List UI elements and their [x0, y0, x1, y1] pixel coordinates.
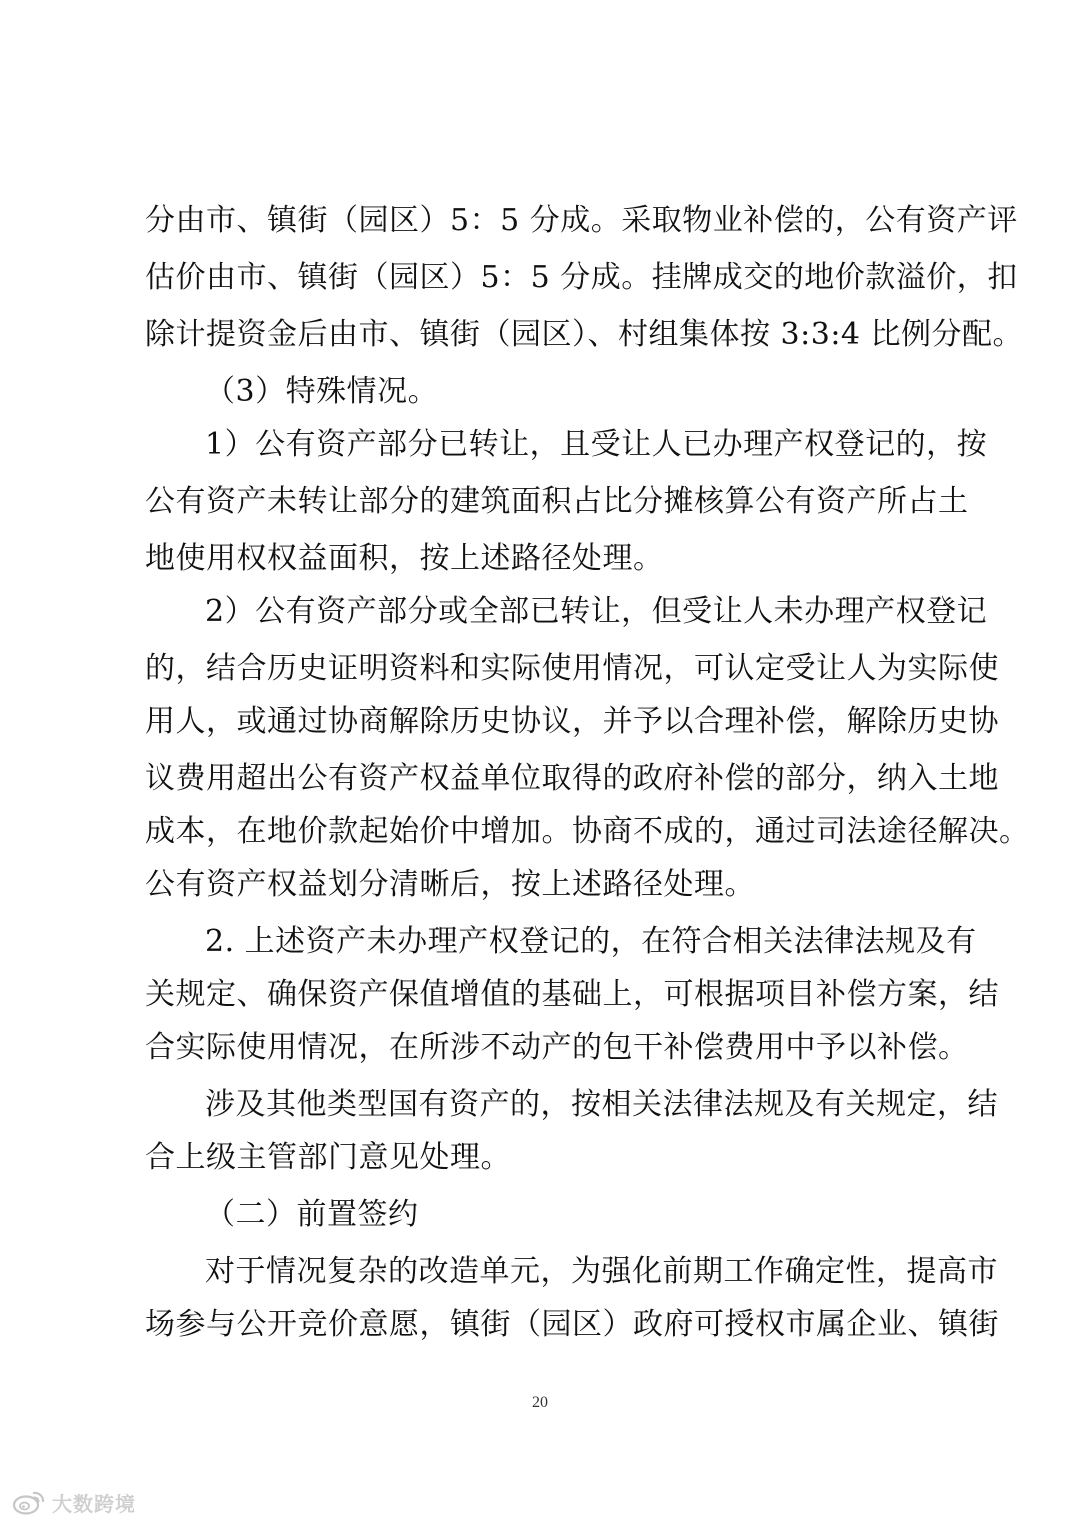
body-text-line: 成本，在地价款起始价中增加。协商不成的，通过司法途径解决。: [145, 814, 1030, 849]
body-text-line: 合上级主管部门意见处理。: [145, 1140, 511, 1175]
body-text-line: 地使用权权益面积，按上述路径处理。: [145, 541, 664, 576]
body-text-line: 1）公有资产部分已转让，且受让人已办理产权登记的，按: [205, 427, 988, 462]
body-text-line: 除计提资金后由市、镇街（园区）、村组集体按 3:3:4 比例分配。: [145, 317, 1024, 352]
body-text-line: 关规定、确保资产保值增值的基础上，可根据项目补偿方案，结: [145, 977, 999, 1012]
section-heading: （二）前置签约: [205, 1197, 419, 1232]
body-text-line: 公有资产权益划分清晰后，按上述路径处理。: [145, 867, 755, 902]
body-text-line: 分由市、镇街（园区）5：5 分成。采取物业补偿的，公有资产评: [145, 203, 1018, 238]
weibo-logo-icon: [12, 1489, 46, 1515]
body-text-line: 合实际使用情况，在所涉不动产的包干补偿费用中予以补偿。: [145, 1030, 969, 1065]
body-text-line: 涉及其他类型国有资产的，按相关法律法规及有关规定，结: [205, 1087, 998, 1122]
body-text-line: 场参与公开竞价意愿，镇街（园区）政府可授权市属企业、镇街: [145, 1307, 999, 1342]
body-text-line: 议费用超出公有资产权益单位取得的政府补偿的部分，纳入土地: [145, 761, 999, 796]
body-text-line: 2. 上述资产未办理产权登记的，在符合相关法律法规及有: [205, 924, 977, 959]
body-text-line: 2）公有资产部分或全部已转让，但受让人未办理产权登记: [205, 594, 988, 629]
body-text-line: 估价由市、镇街（园区）5：5 分成。挂牌成交的地价款溢价，扣: [145, 260, 1018, 295]
body-text-line: 用人，或通过协商解除历史协议，并予以合理补偿，解除历史协: [145, 704, 999, 739]
body-text-line: 对于情况复杂的改造单元，为强化前期工作确定性，提高市: [205, 1254, 998, 1289]
watermark: [12, 1488, 136, 1516]
page-number: 20: [532, 1394, 548, 1411]
body-text-line: 公有资产未转让部分的建筑面积占比分摊核算公有资产所占土: [145, 484, 969, 519]
subsection-heading: （3）特殊情况。: [205, 374, 439, 409]
body-text-line: 的，结合历史证明资料和实际使用情况，可认定受让人为实际使: [145, 651, 999, 686]
watermark-text: 大数跨境: [52, 1491, 136, 1516]
